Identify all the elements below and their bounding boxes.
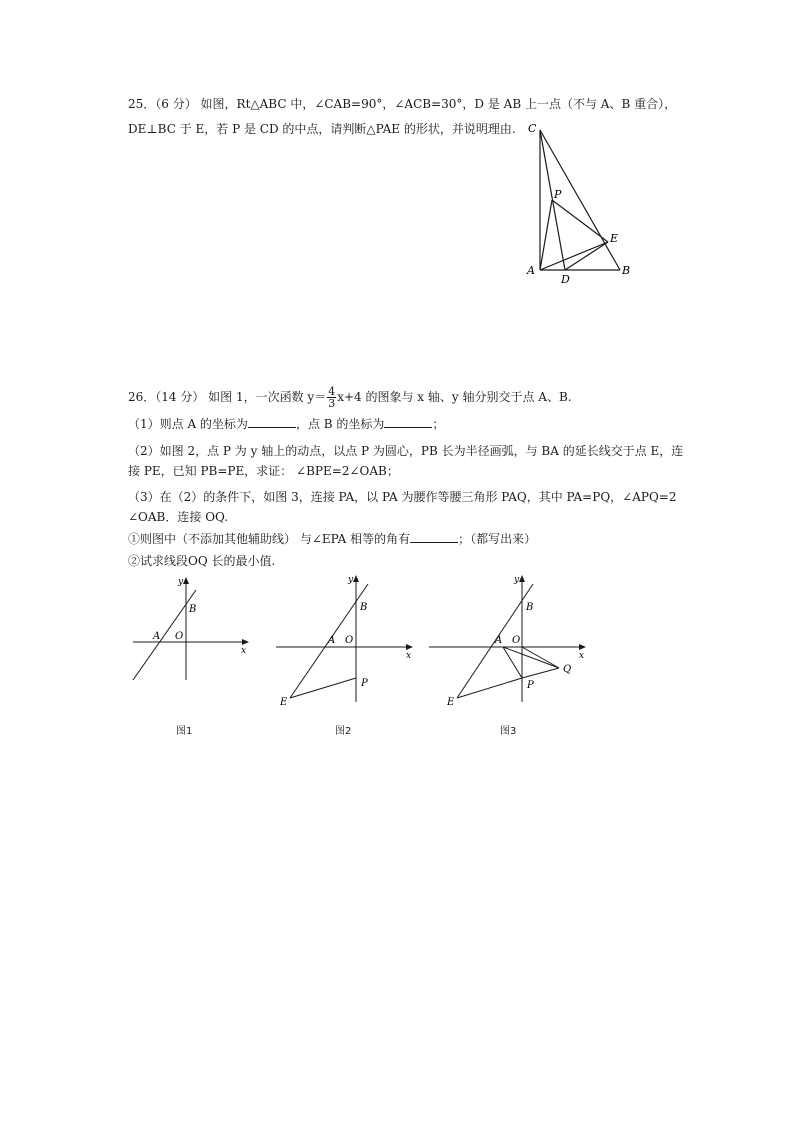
q25-figure: [520, 120, 635, 290]
fig1-x: x: [241, 646, 247, 656]
fig1-A: A: [153, 631, 161, 642]
answer-blank-a[interactable]: [248, 416, 296, 428]
figure-1: [128, 572, 253, 687]
q26-sub1-b: ；（都写出来）: [458, 532, 537, 546]
fig2-E: E: [280, 697, 288, 707]
frac-numerator: 4: [328, 385, 336, 398]
label-E: E: [610, 232, 619, 245]
q25-text-line2: DE⊥BC 于 E，若 P 是 CD 的中点，请判断△PAE 的形状，并说明理由.: [128, 122, 516, 136]
q26-intro-a: 26．（14 分） 如图 1，一次函数 y＝: [128, 390, 327, 404]
figure-2-caption: 图2: [335, 726, 352, 737]
q26-part3-line1: （3）在（2）的条件下，如图 3，连接 PA，以 PA 为腰作等腰三角形 PAQ，其中 PA=PQ，∠APQ=2: [128, 490, 677, 504]
label-P: P: [554, 188, 562, 201]
fig2-B: B: [360, 602, 368, 613]
q26-part2-line2: 接 PE，已知 PB=PE，求证： ∠BPE=2∠OAB；: [128, 464, 399, 478]
figure-3-caption: 图3: [500, 726, 517, 737]
answer-blank-b[interactable]: [384, 416, 432, 428]
answer-blank-c[interactable]: [410, 531, 458, 543]
label-B: B: [622, 264, 631, 277]
figure-1-caption: 图1: [176, 726, 193, 737]
fig2-O: O: [345, 635, 354, 646]
fig3-P: P: [527, 680, 534, 691]
q26-p1-a: （1）则点 A 的坐标为: [128, 417, 248, 431]
fig3-y: y: [514, 575, 520, 585]
figure-2: [268, 572, 418, 707]
q26-sub1-a: ①则图中（不添加其他辅助线） 与∠EPA 相等的角有: [128, 532, 411, 546]
fig3-E: E: [447, 697, 455, 707]
label-A: A: [527, 264, 535, 277]
fig3-Q: Q: [563, 664, 572, 675]
fig2-x: x: [406, 651, 412, 661]
q26-p1-c: ；: [432, 417, 445, 431]
fig1-y: y: [178, 577, 184, 587]
figure-3: [425, 572, 590, 707]
label-C: C: [528, 122, 537, 135]
label-D: D: [561, 273, 570, 286]
q26-part1: [128, 416, 444, 432]
q26-p1-b: ，点 B 的坐标为: [295, 417, 385, 431]
fig1-B: B: [189, 604, 197, 615]
fig3-B: B: [526, 602, 534, 613]
fraction-4-3: [327, 386, 336, 409]
q26-sub1: [128, 531, 536, 547]
fig1-O: O: [175, 631, 184, 642]
fig2-A: A: [328, 635, 336, 646]
fig2-P: P: [361, 678, 368, 689]
q26-part2-line1: （2）如图 2，点 P 为 y 轴上的动点，以点 P 为圆心，PB 长为半径画弧，与 BA 的延长线交于点 E，连: [128, 444, 684, 458]
q26-sub2: ②试求线段OQ 长的最小值.: [128, 554, 276, 568]
q26-intro-b: x+4 的图象与 x 轴、y 轴分别交于点 A、B.: [337, 390, 572, 404]
q26-intro: [128, 386, 572, 408]
q26-part3-line2: ∠OAB．连接 OQ.: [128, 510, 229, 524]
fig3-O: O: [512, 635, 521, 646]
frac-denominator: 3: [328, 397, 336, 410]
fig3-A: A: [495, 635, 503, 646]
q25-text-line1: 25．（6 分） 如图，Rt△ABC 中，∠CAB=90°，∠ACB=30°，D 是 AB 上一点（不与 A、B 重合），: [128, 97, 677, 111]
fig2-y: y: [348, 575, 354, 585]
fig3-x: x: [579, 651, 585, 661]
